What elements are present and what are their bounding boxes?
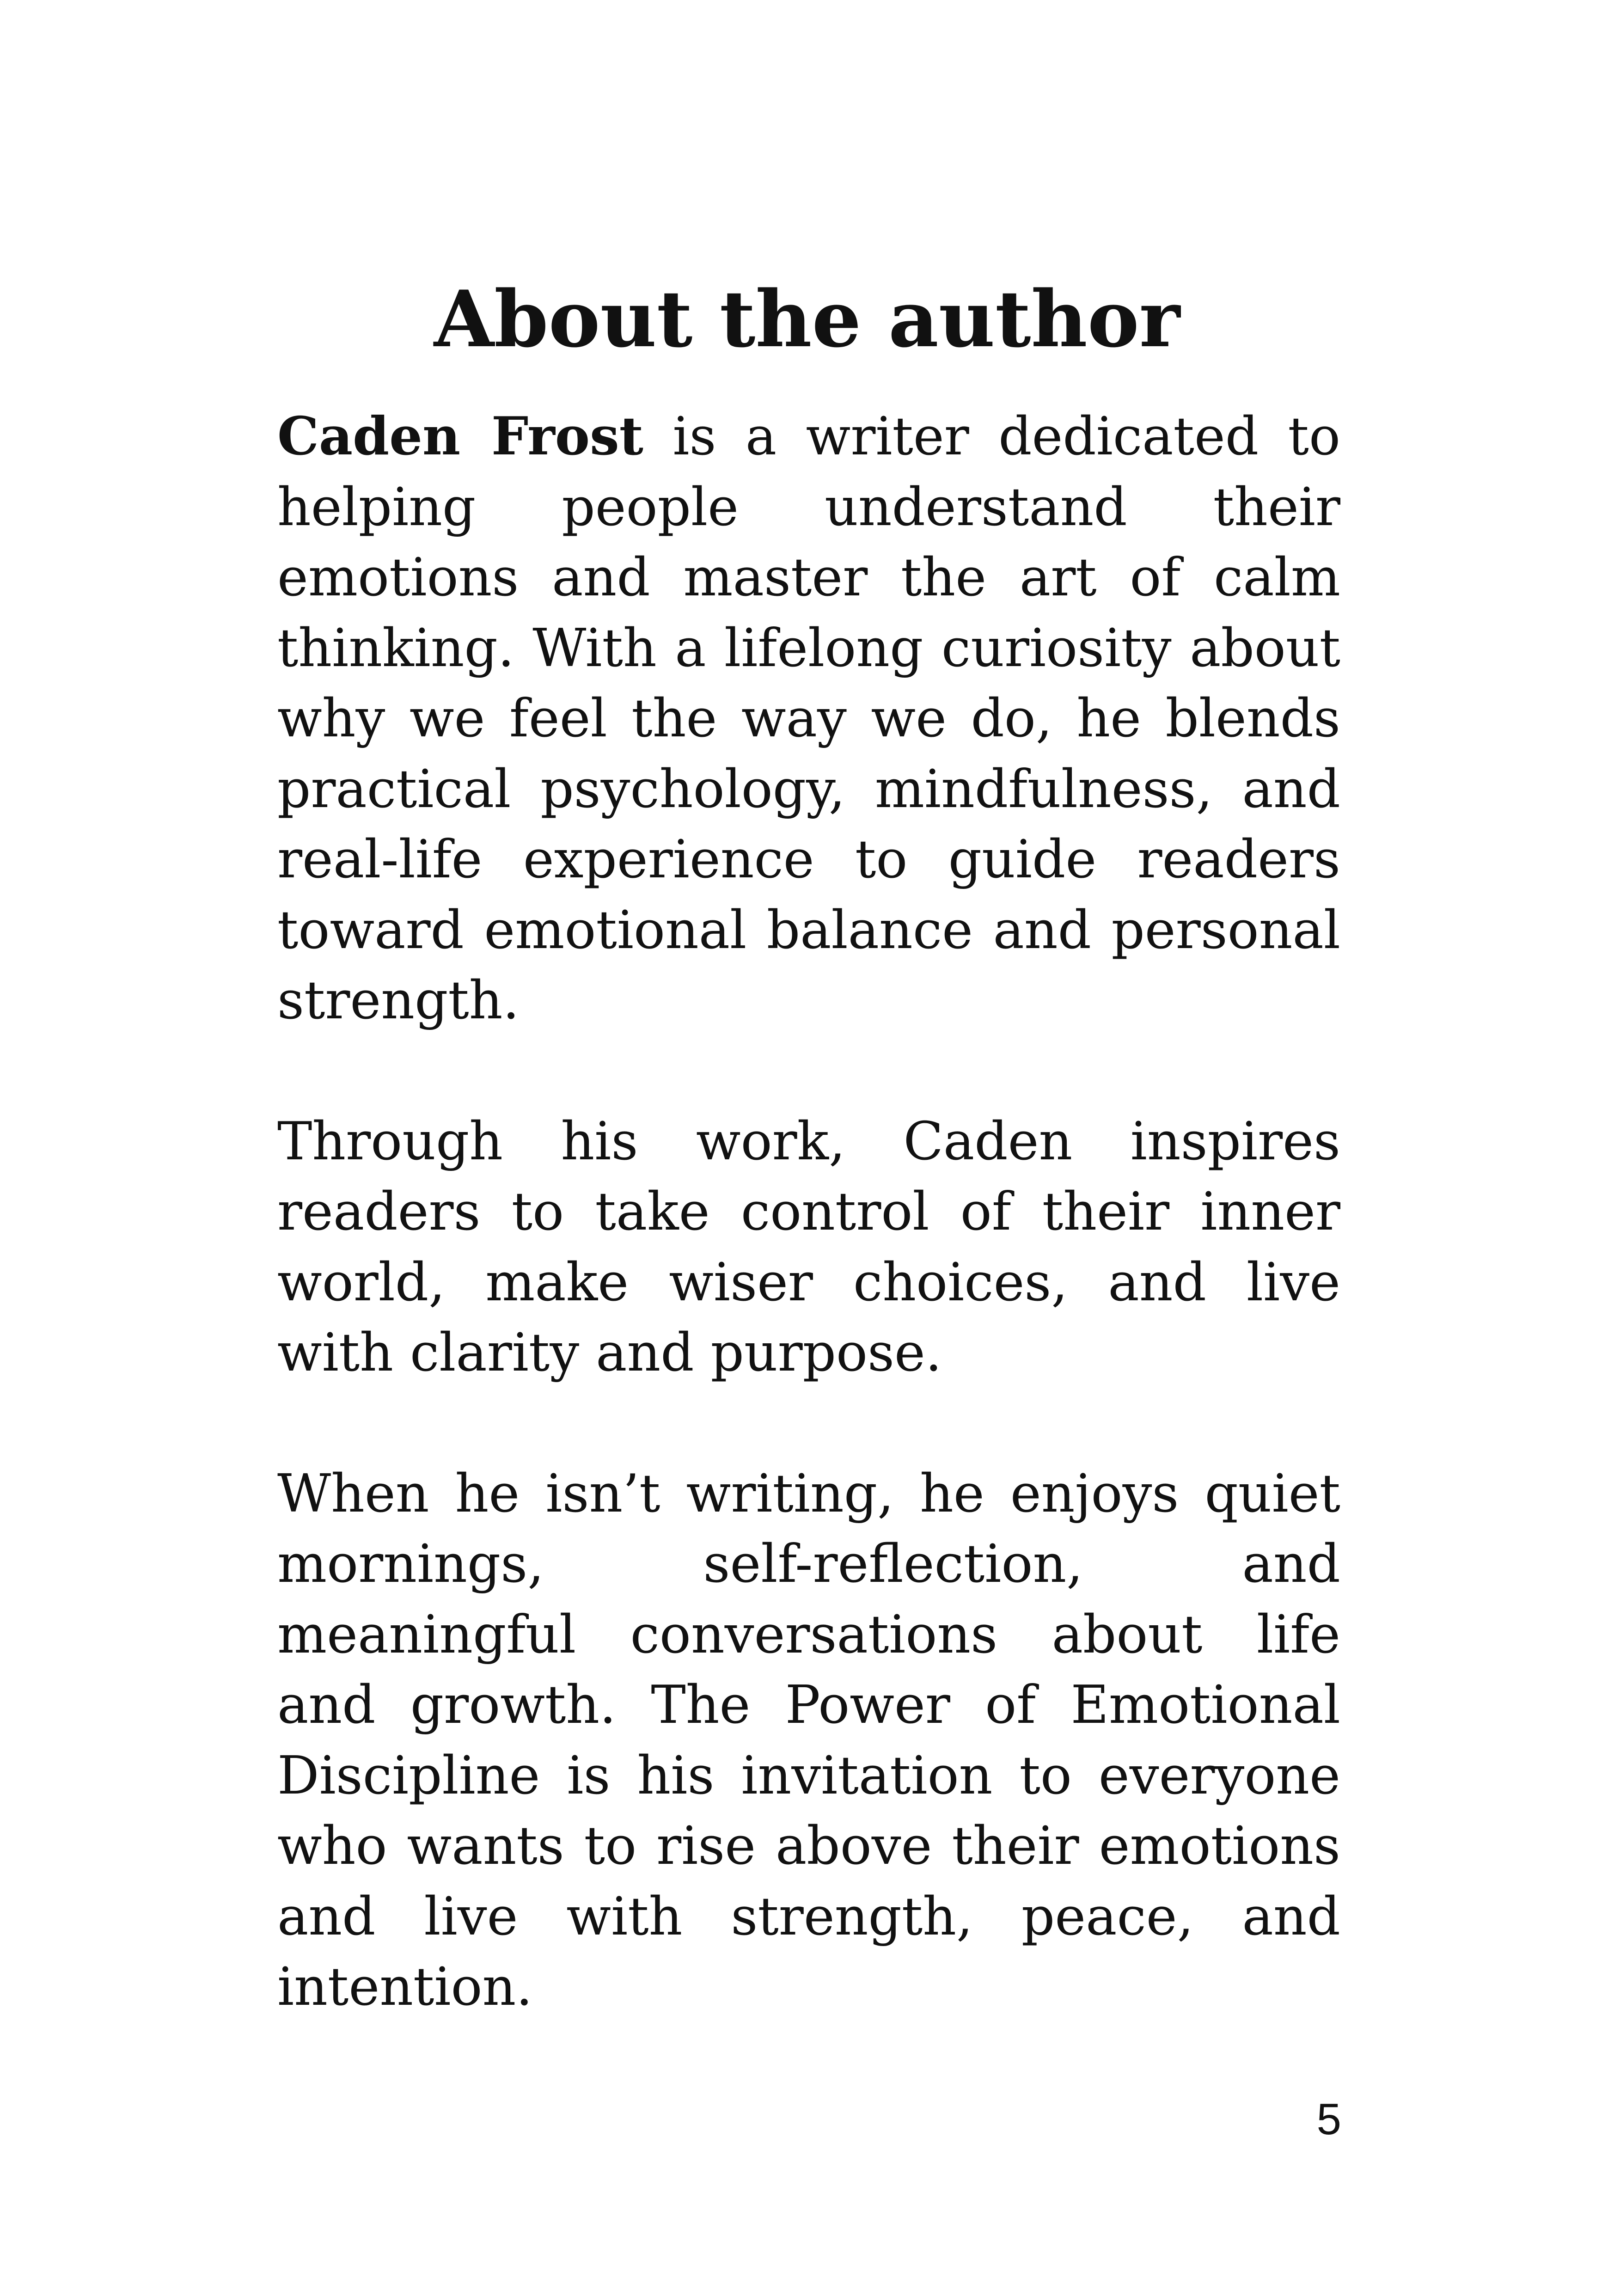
bio-paragraph-1-text: is a writer dedicated to helping people understand their emotions and master the art of calm thinking. With a lifelong curiosity about why we feel the way we do, he blends practical psychology, mindfulness, and real-life experience to guide readers toward emotional balance and personal strength.	[277, 406, 1340, 1031]
page-title: About the author	[434, 273, 1180, 365]
bio-paragraph-1	[277, 401, 1340, 1036]
page-number: 5	[1316, 2094, 1341, 2144]
bio-paragraph-3: When he isn’t writing, he enjoys quiet mornings, self-reflection, and meaningful conversations about life and growth. The Power of Emotional Discipline is his invitation to everyone who wants to rise above their emotions and live with strength, peace, and intention.	[277, 1463, 1340, 2017]
author-name: Caden Frost	[277, 405, 643, 467]
bio-paragraph-2: Through his work, Caden inspires readers to take control of their inner world, make wiser choices, and live with clarity and purpose.	[277, 1110, 1340, 1383]
author-bio	[277, 401, 1340, 2022]
